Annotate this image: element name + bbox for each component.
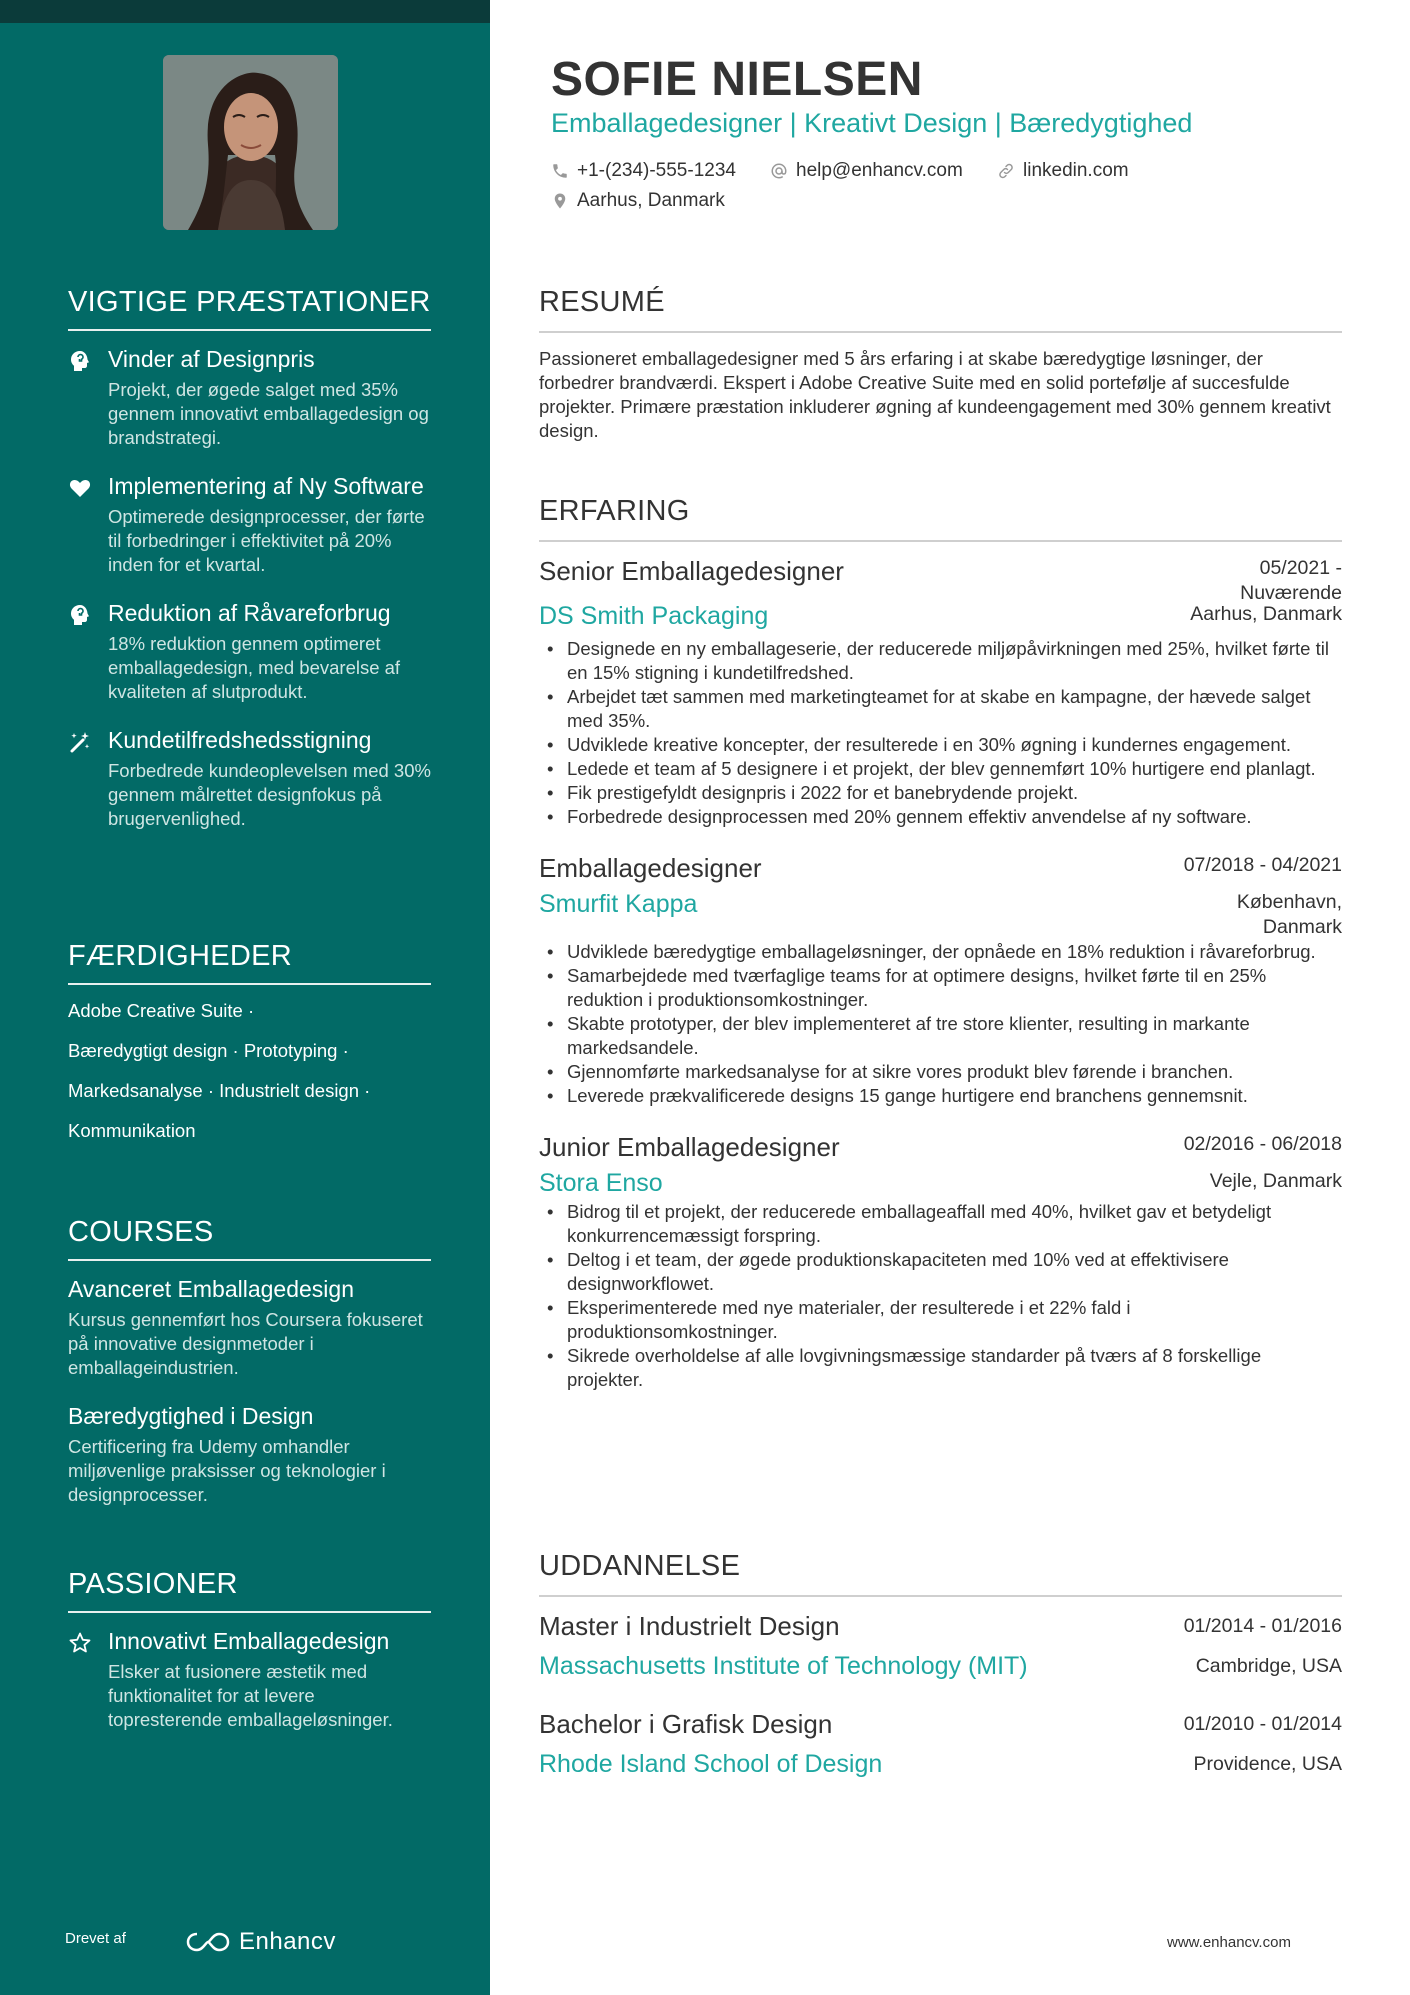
achievement-title: Implementering af Ny Software (108, 473, 424, 499)
job-dates (1184, 853, 1342, 878)
head-idea-icon (68, 349, 92, 373)
job-location (1210, 1169, 1342, 1194)
skill-row: Markedsanalyse · Industrielt design · (68, 1080, 371, 1101)
course-desc: Certificering fra Udemy omhandler miljøvenlige praksisser og teknologier i designprocesser. (68, 1436, 386, 1505)
head-idea-icon (68, 603, 92, 627)
passion-desc: Elsker at fusionere æstetik med funktionalitet for at levere topresterende emballageløsninger. (108, 1661, 393, 1730)
courses-title: COURSES (68, 1216, 431, 1261)
experience-section (539, 495, 1342, 1416)
linkedin-contact[interactable] (997, 160, 1129, 182)
skill-row: Bæredygtigt design · Prototyping · (68, 1040, 349, 1061)
bullet-item: • Sikrede overholdelse af alle lovgivningsmæssige standarder på tværs af 8 forskellige projekter. (539, 1344, 1342, 1392)
job-role: Junior Emballagedesigner (539, 1132, 840, 1162)
bullet-item: • Designede en ny emballageserie, der reducerede miljøpåvirkningen med 25%, hvilket førte til en 15% stigning i kundetilfredshed. (539, 637, 1342, 685)
summary-title: RESUMÉ (539, 286, 1342, 333)
job-bullets (539, 637, 1342, 829)
job-company[interactable]: Smurfit Kappa (539, 890, 698, 918)
email-text: help@enhancv.com (796, 160, 963, 181)
job-dates (1240, 556, 1342, 606)
summary-section (539, 286, 1342, 443)
bullet-item: • Fik prestigefyldt designpris i 2022 for et banebrydende projekt. (539, 781, 1342, 805)
job-company[interactable]: DS Smith Packaging (539, 602, 769, 630)
edu-date: 01/2014 - 01/2016 (1183, 1615, 1342, 1637)
course-item (68, 1275, 431, 1380)
achievement-desc: Projekt, der øgede salget med 35% gennem innovativt emballagedesign og brandstrategi. (108, 379, 429, 448)
passions-title: PASSIONER (68, 1568, 431, 1613)
infinity-logo-icon (185, 1930, 231, 1954)
achievements-section (68, 286, 431, 853)
sidebar-top-bar (0, 0, 490, 23)
skill-row: Adobe Creative Suite · (68, 1000, 255, 1021)
edu-degree: Bachelor i Grafisk Design (539, 1709, 833, 1739)
achievements-title: VIGTIGE PRÆSTATIONER (68, 286, 431, 331)
job-role: Emballagedesigner (539, 853, 762, 883)
job-location-line: Vejle, Danmark (1209, 1170, 1342, 1192)
job-location-line: Danmark (1262, 916, 1342, 938)
job-date-line: 05/2021 - (1259, 557, 1342, 579)
course-desc: Kursus gennemført hos Coursera fokuseret på innovative designmetoder i emballageindustrien. (68, 1309, 423, 1378)
achievement-item (68, 345, 431, 450)
education-title: UDDANNELSE (539, 1550, 1342, 1597)
job-bullets (539, 940, 1342, 1108)
job-location (1237, 890, 1342, 940)
achievement-item (68, 599, 431, 704)
achievement-item (68, 472, 431, 577)
location-text: Aarhus, Danmark (577, 190, 725, 211)
enhancv-logo[interactable] (185, 1928, 336, 1956)
achievement-item (68, 726, 431, 831)
heart-icon (68, 476, 92, 500)
email-contact[interactable] (770, 160, 963, 182)
headline: Emballagedesigner | Kreativt Design | Bæredygtighed (551, 108, 1193, 138)
job-entry (539, 556, 1342, 829)
skills-section (68, 940, 431, 1159)
experience-title: ERFARING (539, 495, 1342, 542)
edu-date: 01/2010 - 01/2014 (1183, 1713, 1342, 1735)
star-icon (68, 1631, 92, 1655)
education-entry (539, 1709, 1342, 1779)
edu-location: Cambridge, USA (1195, 1655, 1342, 1677)
phone-contact[interactable] (551, 160, 736, 182)
job-location (1190, 602, 1342, 627)
bullet-item: • Arbejdet tæt sammen med marketingteamet for at skabe en kampagne, der hævede salget med 35%. (539, 685, 1342, 733)
location-contact (551, 190, 725, 212)
bullet-item: • Skabte prototyper, der blev implementeret af tre store klienter, resulting in markante markedsandele. (539, 1012, 1342, 1060)
link-icon (997, 162, 1015, 180)
passion-item (68, 1627, 431, 1732)
job-date-line: 02/2016 - 06/2018 (1183, 1133, 1342, 1155)
edu-location: Providence, USA (1193, 1753, 1342, 1775)
achievement-title: Reduktion af Råvareforbrug (108, 600, 391, 626)
brand-name: Enhancv (239, 1928, 336, 1955)
achievement-desc: 18% reduktion gennem optimeret emballagedesign, med bevarelse af kvaliteten af slutprodukt. (108, 633, 401, 702)
course-title: Avanceret Emballagedesign (68, 1276, 354, 1302)
passion-title: Innovativt Emballagedesign (108, 1628, 390, 1654)
education-section (539, 1550, 1342, 1807)
courses-section (68, 1216, 431, 1529)
profile-photo (163, 55, 338, 230)
job-company[interactable]: Stora Enso (539, 1169, 663, 1197)
bullet-item: • Udviklede bæredygtige emballageløsninger, der opnåede en 18% reduktion i råvareforbrug. (539, 940, 1342, 964)
bullet-item: • Ledede et team af 5 designere i et projekt, der blev gennemført 10% hurtigere end planlagt. (539, 757, 1342, 781)
edu-degree: Master i Industrielt Design (539, 1611, 840, 1641)
at-sign-icon (770, 162, 788, 180)
website-link[interactable]: www.enhancv.com (1167, 1934, 1291, 1951)
bullet-item: • Leverede prækvalificerede designs 15 gange hurtigere end branchens gennemsnit. (539, 1084, 1342, 1108)
bullet-item: • Samarbejdede med tværfaglige teams for at optimere designs, hvilket førte til en 25% reduktion i produktionsomkostninger. (539, 964, 1342, 1012)
job-role: Senior Emballagedesigner (539, 556, 844, 586)
bullet-item: • Eksperimenterede med nye materialer, der resulterede i et 22% fald i produktionsomkostninger. (539, 1296, 1342, 1344)
phone-icon (551, 162, 569, 180)
bullet-item: • Deltog i et team, der øgede produktionskapaciteten med 10% ved at effektivisere designworkflowet. (539, 1248, 1342, 1296)
achievement-title: Kundetilfredshedsstigning (108, 727, 372, 753)
edu-school[interactable]: Massachusetts Institute of Technology (MIT) (539, 1652, 1028, 1680)
job-bullets (539, 1200, 1342, 1392)
job-location-line: Aarhus, Danmark (1190, 603, 1342, 625)
job-entry (539, 1132, 1342, 1392)
summary-text: Passioneret emballagedesigner med 5 års erfaring i at skabe bæredygtige løsninger, der forbedrer brandværdi. Ekspert i Adobe Creative Suite med en solid portefølje af succesfulde projekter. Primære præstation inkluderer øgning af kundeengagement med 30% gennem kreativt design. (539, 348, 1331, 441)
bullet-item: • Gjennomførte markedsanalyse for at sikre vores produkt blev førende i branchen. (539, 1060, 1342, 1084)
job-date-line: 07/2018 - 04/2021 (1183, 854, 1342, 876)
person-name: SOFIE NIELSEN (551, 53, 923, 106)
job-location-line: København, (1236, 891, 1342, 913)
skills-title: FÆRDIGHEDER (68, 940, 431, 985)
bullet-item: • Forbedrede designprocessen med 20% gennem effektiv anvendelse af ny software. (539, 805, 1342, 829)
achievement-desc: Optimerede designprocesser, der førte til forbedringer i effektivitet på 20% inden for et kvartal. (108, 506, 425, 575)
edu-school[interactable]: Rhode Island School of Design (539, 1750, 883, 1778)
education-entry (539, 1611, 1342, 1681)
bullet-item: • Udviklede kreative koncepter, der resulterede i en 30% øgning i kundernes engagement. (539, 733, 1342, 757)
achievement-title: Vinder af Designpris (108, 346, 315, 372)
skill-row: Kommunikation (68, 1120, 196, 1141)
phone-text: +1-(234)-555-1234 (577, 160, 736, 181)
course-item (68, 1402, 431, 1507)
powered-by-label: Drevet af (65, 1930, 126, 1947)
course-title: Bæredygtighed i Design (68, 1403, 314, 1429)
achievement-desc: Forbedrede kundeoplevelsen med 30% gennem målrettet designfokus på brugervenlighed. (108, 760, 431, 829)
sidebar (0, 0, 490, 1995)
magic-wand-icon (68, 730, 92, 754)
job-dates (1184, 1132, 1342, 1157)
location-pin-icon (551, 192, 569, 210)
job-date-line: Nuværende (1240, 582, 1342, 604)
passions-section (68, 1568, 431, 1754)
job-entry (539, 853, 1342, 1108)
linkedin-text: linkedin.com (1023, 160, 1129, 181)
bullet-item: • Bidrog til et projekt, der reducerede emballageaffall med 40%, hvilket gav et betydeligt konkurrencemæssigt forspring. (539, 1200, 1342, 1248)
